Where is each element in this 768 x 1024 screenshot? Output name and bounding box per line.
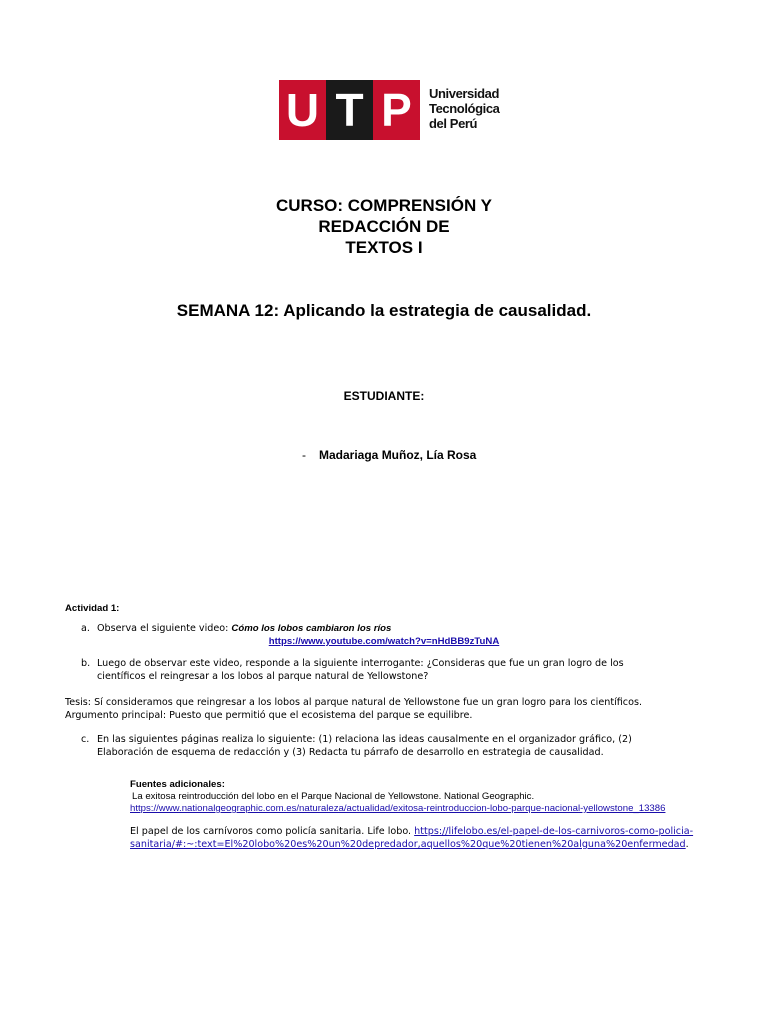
list-marker: b. — [81, 658, 91, 669]
video-title: Cómo los lobos cambiaron los ríos — [231, 623, 392, 634]
thesis-block — [65, 696, 642, 722]
logo-university-name — [429, 86, 509, 131]
activity-item-c — [97, 733, 632, 759]
logo-letter-p: P — [373, 80, 420, 140]
thesis-line: Tesis: Sí consideramos que reingresar a los lobos al parque natural de Yellowstone fue un gran logro para los científicos. — [65, 697, 642, 708]
logo-text-line: del Perú — [429, 116, 478, 131]
activity-label: Actividad 1: — [65, 603, 120, 614]
course-title-line: REDACCIÓN DE — [318, 217, 450, 236]
item-b-line: científicos el reingresar a los lobos al parque natural de Yellowstone? — [97, 671, 429, 682]
activity-item-b — [97, 657, 624, 683]
course-title-line: TEXTOS I — [345, 238, 423, 257]
source2-block — [130, 825, 693, 851]
source1-text: La exitosa reintroducción del lobo en el Parque Nacional de Yellowstone. National Geographic. — [132, 791, 535, 802]
source1-link-row — [130, 803, 665, 815]
sources-label: Fuentes adicionales: — [130, 779, 225, 790]
item-c-line: En las siguientes páginas realiza lo siguiente: (1) relaciona las ideas causalmente en el organizador gráfico, (2) — [97, 734, 632, 745]
list-marker: a. — [81, 623, 90, 634]
item-c-line: Elaboración de esquema de redacción y (3) Redacta tu párrafo de desarrollo en estrategia de causalidad. — [97, 747, 604, 758]
logo-letter-t: T — [326, 80, 373, 140]
item-a-text: Observa el siguiente video: — [97, 623, 232, 634]
item-b-line: Luego de observar este video, responde a la siguiente interrogante: ¿Consideras que fue un gran logro de los — [97, 658, 624, 669]
video-link[interactable]: https://www.youtube.com/watch?v=nHdBB9zTuNA — [268, 636, 500, 647]
source1-link[interactable]: https://www.nationalgeographic.com.es/naturaleza/actualidad/exitosa-reintroduccion-lobo-parque-nacional-yellowstone_13386 — [130, 803, 666, 814]
list-marker: c. — [81, 734, 90, 745]
utp-logo — [279, 80, 504, 140]
course-title — [0, 195, 768, 258]
student-entry — [302, 448, 476, 462]
logo-letter-u: U — [279, 80, 326, 140]
course-title-line: CURSO: COMPRENSIÓN Y — [276, 196, 492, 215]
video-link-row — [0, 635, 768, 648]
student-name: Madariaga Muñoz, Lía Rosa — [319, 448, 477, 462]
logo-text-line: Tecnológica — [429, 101, 500, 116]
logo-text-line: Universidad — [429, 86, 500, 101]
sources-block — [130, 779, 665, 815]
argument-line: Argumento principal: Puesto que permitió que el ecosistema del parque se equilibre. — [65, 710, 473, 721]
list-dash: - — [302, 448, 306, 462]
activity-item-a — [97, 622, 391, 635]
source2-link[interactable]: https://lifelobo.es/el-papel-de-los-carnivoros-como-policia- — [414, 826, 694, 837]
source2-link-continued[interactable]: sanitaria/#:~:text=El%20lobo%20es%20un%20depredador,aquellos%20que%20tienen%20alguna%20enfermedad — [130, 839, 686, 850]
week-title: SEMANA 12: Aplicando la estrategia de causalidad. — [176, 301, 592, 320]
student-label: ESTUDIANTE: — [343, 389, 425, 403]
source2-text: El papel de los carnívoros como policía sanitaria. Life lobo. — [130, 826, 415, 837]
source2-end: . — [685, 839, 689, 850]
